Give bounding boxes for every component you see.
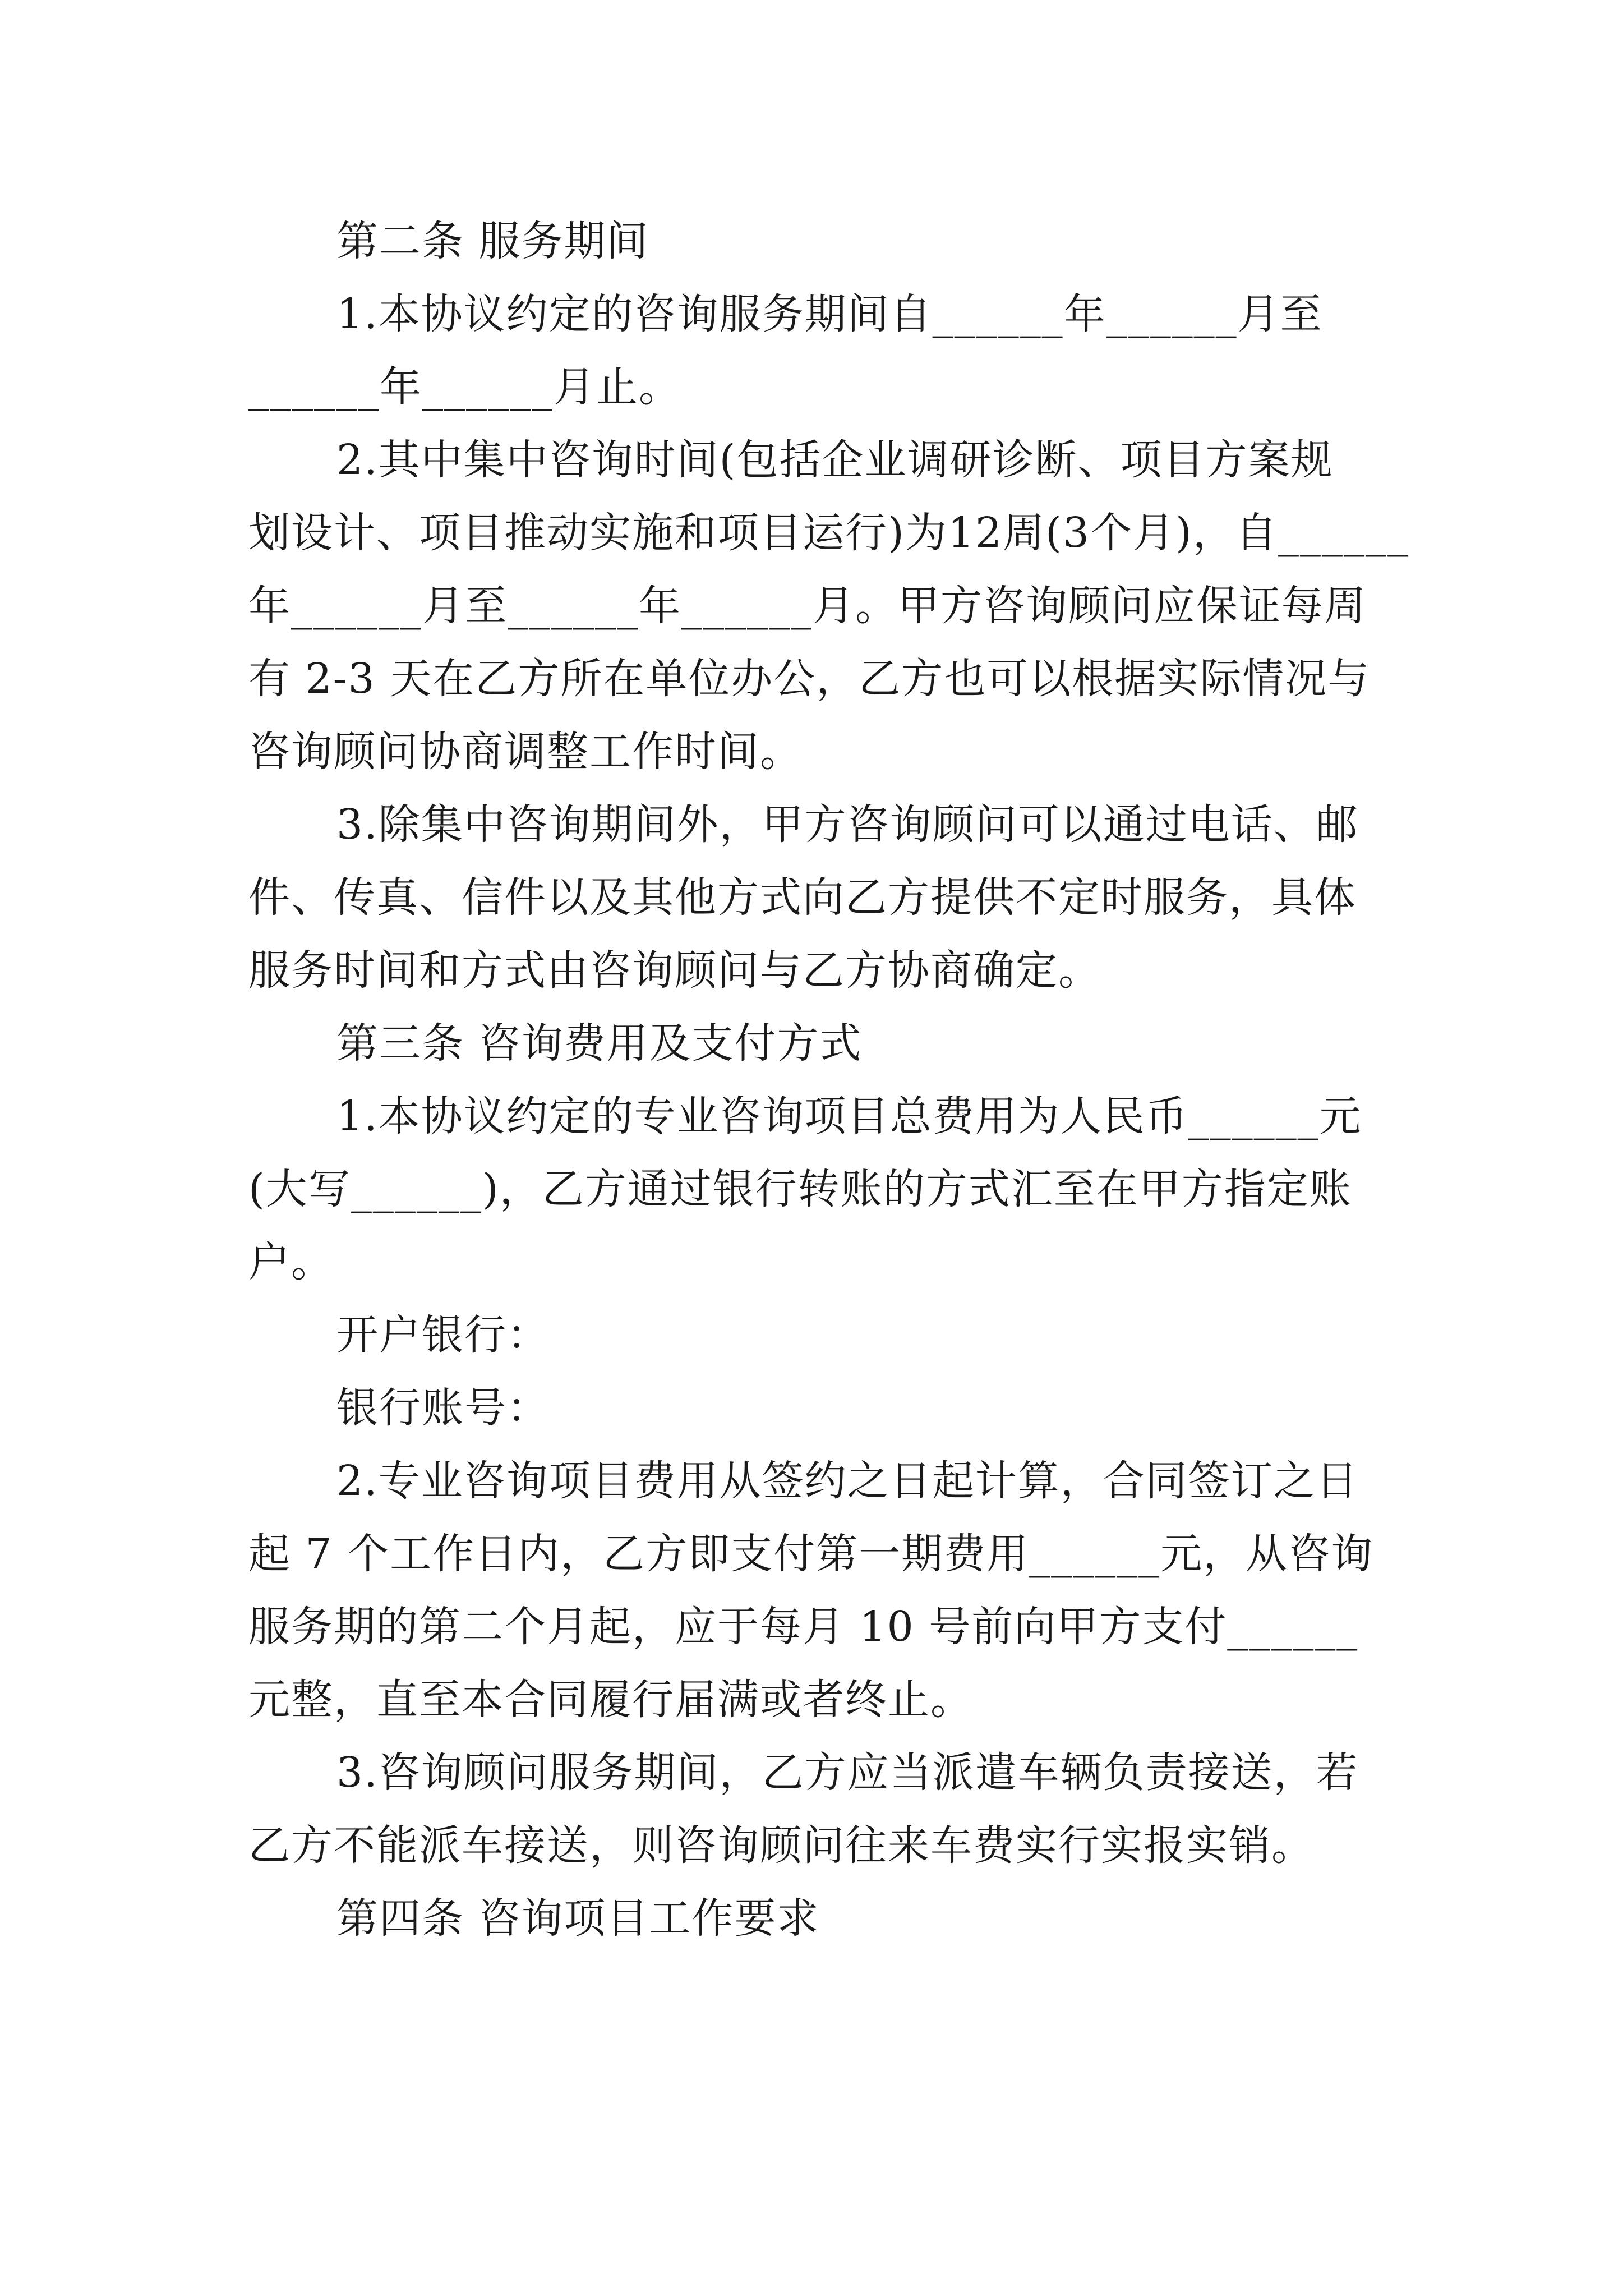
paragraph-line: 划设计、项目推动实施和项目运行)为12周(3个月)，自______ xyxy=(248,509,1409,557)
paragraph-line: 户。 xyxy=(248,1238,334,1286)
paragraph-line: 1.本协议约定的咨询服务期间自______年______月至 xyxy=(336,290,1323,338)
paragraph-line: 2.专业咨询项目费用从签约之日起计算，合同签订之日 xyxy=(336,1457,1359,1505)
paragraph-line: 元整，直至本合同履行届满或者终止。 xyxy=(248,1676,973,1724)
paragraph-line: 有 2-3 天在乙方所在单位办公，乙方也可以根据实际情况与 xyxy=(248,655,1371,703)
paragraph-line: 年______月至______年______月。甲方咨询顾问应保证每周 xyxy=(248,582,1367,630)
paragraph-line: 咨询顾问协商调整工作时间。 xyxy=(248,728,803,776)
paragraph-line: 服务期的第二个月起，应于每月 10 号前向甲方支付______ xyxy=(248,1603,1359,1651)
paragraph-line: 服务时间和方式由咨询顾问与乙方协商确定。 xyxy=(248,946,1101,995)
paragraph-line: 起 7 个工作日内，乙方即支付第一期费用______元，从咨询 xyxy=(248,1530,1374,1578)
article-4-heading: 第四条 咨询项目工作要求 xyxy=(336,1894,820,1943)
bank-name-label: 开户银行： xyxy=(336,1311,550,1359)
paragraph-line: 3.咨询顾问服务期间，乙方应当派遣车辆负责接送，若 xyxy=(336,1749,1359,1797)
article-2-heading: 第二条 服务期间 xyxy=(336,217,649,265)
article-3-heading: 第三条 咨询费用及支付方式 xyxy=(336,1019,863,1068)
paragraph-line: 1.本协议约定的专业咨询项目总费用为人民币______元 xyxy=(336,1092,1362,1140)
paragraph-line: 2.其中集中咨询时间(包括企业调研诊断、项目方案规 xyxy=(336,436,1334,484)
paragraph-line: 乙方不能派车接送，则咨询顾问往来车费实行实报实销。 xyxy=(248,1821,1314,1870)
paragraph-line: (大写______)，乙方通过银行转账的方式汇至在甲方指定账 xyxy=(248,1165,1352,1213)
paragraph-line: 件、传真、信件以及其他方式向乙方提供不定时服务，具体 xyxy=(248,873,1357,922)
paragraph-line: 3.除集中咨询期间外，甲方咨询顾问可以通过电话、邮 xyxy=(336,800,1359,849)
bank-account-label: 银行账号： xyxy=(336,1384,550,1432)
paragraph-line: ______年______月止。 xyxy=(248,363,681,411)
